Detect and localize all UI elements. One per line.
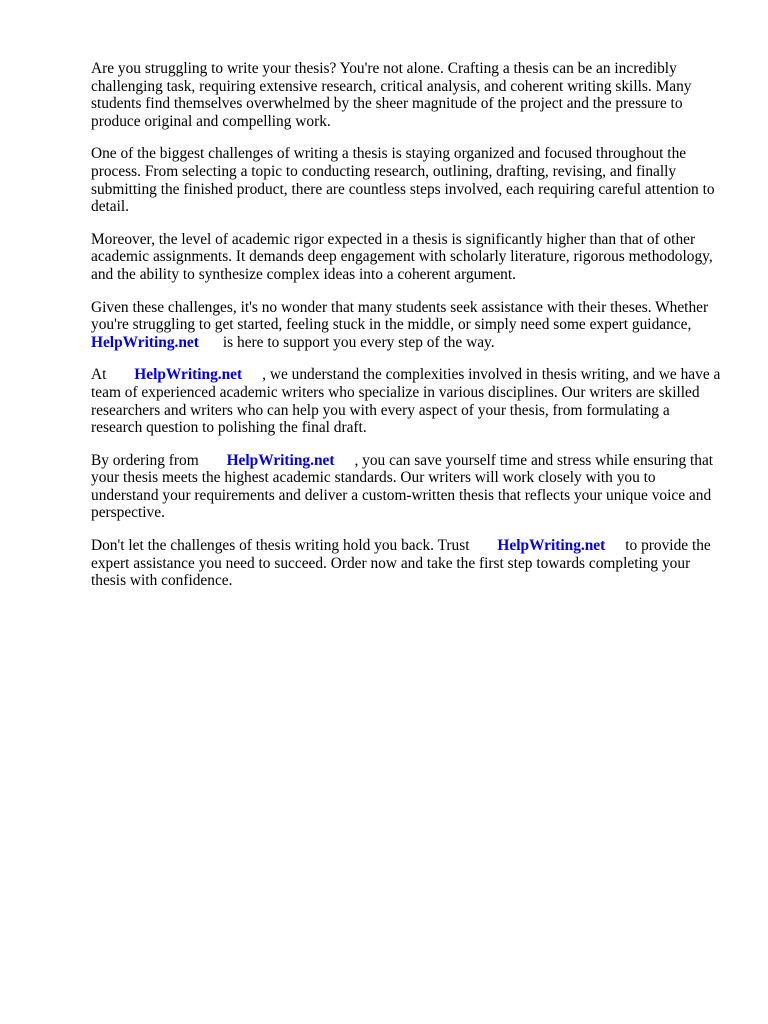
helpwriting-link[interactable]: HelpWriting.net xyxy=(134,366,243,384)
paragraph-closing-text-before: Don't let the challenges of thesis writing hold you back. Trust xyxy=(91,537,470,555)
paragraph-ordering xyxy=(91,452,723,522)
paragraph-rigor-text: Moreover, the level of academic rigor expected in a thesis is significantly higher than that of other academic assignments. It demands deep engagement with scholarly literature, rigorous methodology, and the ability to synthesize complex ideas into a coherent argument. xyxy=(91,230,713,283)
paragraph-about-text-after: , we understand the complexities involved in thesis writing, and we have a team of experienced academic writers who specialize in various disciplines. Our writers are skilled researchers and writers who can help you with every aspect of your thesis, from formulating a research question to polishing the final draft. xyxy=(91,366,721,437)
paragraph-ordering-text-before: By ordering from xyxy=(91,451,199,469)
helpwriting-link[interactable]: HelpWriting.net xyxy=(91,333,199,351)
paragraph-closing-text-after: to provide the expert assistance you need to succeed. Order now and take the first step towards completing your thesis with confidence. xyxy=(91,537,711,590)
document-body xyxy=(91,60,723,605)
helpwriting-link[interactable]: HelpWriting.net xyxy=(226,451,335,469)
paragraph-assistance-text-before: Given these challenges, it's no wonder that many students seek assistance with their theses. Whether you're struggling to get started, feeling stuck in the middle, or simply need some expert guidance, xyxy=(91,298,709,334)
paragraph-assistance-text-after: is here to support you every step of the way. xyxy=(222,333,495,351)
paragraph-about xyxy=(91,366,723,436)
paragraph-about-text-before: At xyxy=(91,366,107,384)
paragraph-intro xyxy=(91,60,723,130)
paragraph-ordering-text-after: , you can save yourself time and stress while ensuring that your thesis meets the highest academic standards. Our writers will work closely with you to understand your requirements and deliver a custom-written thesis that reflects your unique voice and perspective. xyxy=(91,451,714,522)
paragraph-closing xyxy=(91,537,723,590)
paragraph-assistance xyxy=(91,299,723,352)
paragraph-rigor xyxy=(91,231,723,284)
paragraph-organization-text: One of the biggest challenges of writing a thesis is staying organized and focused throughout the process. From selecting a topic to conducting research, outlining, drafting, revising, and finally submitting the finished product, there are countless steps involved, each requiring careful attention to detail. xyxy=(91,145,715,216)
helpwriting-link[interactable]: HelpWriting.net xyxy=(497,537,606,555)
paragraph-organization xyxy=(91,145,723,215)
paragraph-intro-text: Are you struggling to write your thesis? You're not alone. Crafting a thesis can be an incredibly challenging task, requiring extensive research, critical analysis, and coherent writing skills. Many students find themselves overwhelmed by the sheer magnitude of the project and the pressure to produce original and compelling work. xyxy=(91,60,692,130)
